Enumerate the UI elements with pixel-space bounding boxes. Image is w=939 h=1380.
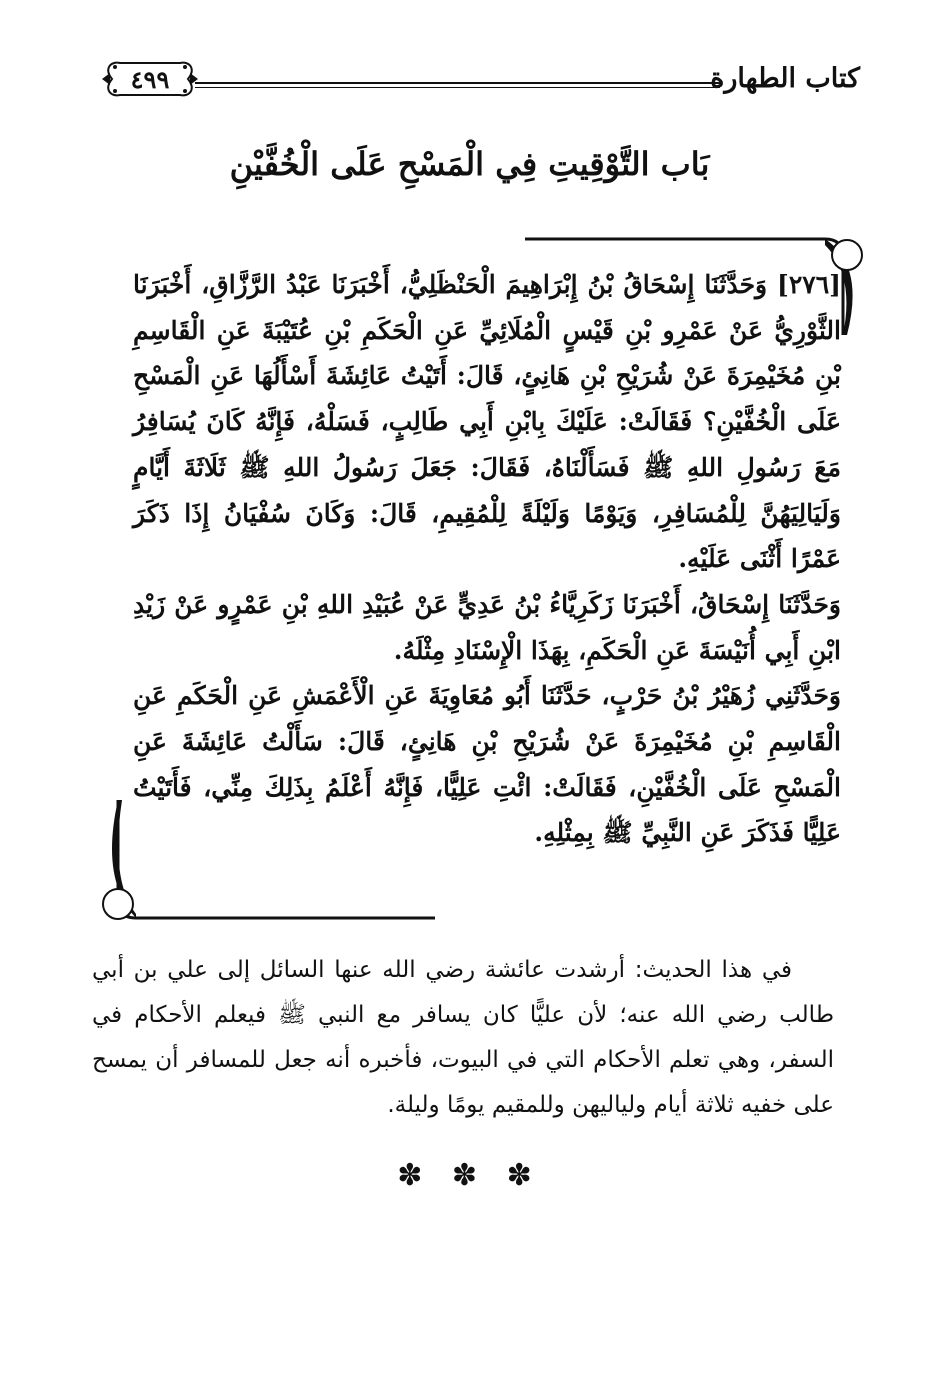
end-ornament: ✽ ✽ ✽ bbox=[397, 1158, 542, 1193]
hadith-text bbox=[133, 262, 841, 856]
header-rule bbox=[195, 82, 720, 90]
hadith-paragraph: [٢٧٦] وَحَدَّثَنَا إِسْحَاقُ بْنُ إِبْرَاهِيمَ الْحَنْظَلِيُّ، أَخْبَرَنَا عَبْدُ الرَّزَّاقِ، أَخْبَرَنَا الثَّوْرِيُّ عَنْ عَمْرِو بْنِ قَيْسٍ الْمُلَائِيِّ عَنِ الْحَكَمِ بْنِ عُتَيْبَةَ عَنِ الْقَاسِمِ بْنِ مُخَيْمِرَةَ عَنْ شُرَيْحِ بْنِ هَانِئٍ، قَالَ: أَتَيْتُ عَائِشَةَ أَسْأَلُهَا عَنِ الْمَسْحِ عَلَى الْخُفَّيْنِ؟ فَقَالَتْ: عَلَيْكَ بِابْنِ أَبِي طَالِبٍ، فَسَلْهُ، فَإِنَّهُ كَانَ يُسَافِرُ مَعَ رَسُولِ اللهِ ﷺ فَسَأَلْنَاهُ، فَقَالَ: جَعَلَ رَسُولُ اللهِ ﷺ ثَلَاثَةَ أَيَّامٍ وَلَيَالِيَهُنَّ لِلْمُسَافِرِ، وَيَوْمًا وَلَيْلَةً لِلْمُقِيمِ، قَالَ: وَكَانَ سُفْيَانُ إِذَا ذَكَرَ عَمْرًا أَثْنَى عَلَيْهِ. bbox=[133, 270, 841, 574]
running-header bbox=[100, 55, 860, 105]
book-title: كتاب الطهارة bbox=[710, 63, 860, 94]
commentary-paragraph: في هذا الحديث: أرشدت عائشة رضي الله عنها السائل إلى علي بن أبي طالب رضي الله عنه؛ لأن عليًّا كان يسافر مع النبي ﷺ فيعلم الأحكام في السفر، وهي تعلم الأحكام التي في البيوت، فأخبره أنه جعل للمسافر أن يمسح على خفيه ثلاثة أيام ولياليهن وللمقيم يومًا وليلة. bbox=[92, 957, 834, 1118]
hadith-paragraph: وَحَدَّثَنِي زُهَيْرُ بْنُ حَرْبٍ، حَدَّثَنَا أَبُو مُعَاوِيَةَ عَنِ الْأَعْمَشِ عَنِ الْحَكَمِ عَنِ الْقَاسِمِ بْنِ مُخَيْمِرَةَ عَنْ شُرَيْحِ بْنِ هَانِئٍ، قَالَ: سَأَلْتُ عَائِشَةَ عَنِ الْمَسْحِ عَلَى الْخُفَّيْنِ، فَقَالَتْ: ائْتِ عَلِيًّا، فَإِنَّهُ أَعْلَمُ بِذَلِكَ مِنِّي، فَأَتَيْتُ عَلِيًّا فَذَكَرَ عَنِ النَّبِيِّ ﷺ بِمِثْلِهِ. bbox=[133, 681, 841, 848]
page-number-ornament bbox=[100, 55, 200, 103]
chapter-title: بَاب التَّوْقِيتِ فِي الْمَسْحِ عَلَى الْخُفَّيْنِ bbox=[229, 145, 710, 183]
commentary bbox=[92, 948, 834, 1128]
hadith-paragraph: وَحَدَّثَنَا إِسْحَاقُ، أَخْبَرَنَا زَكَرِيَّاءُ بْنُ عَدِيٍّ عَنْ عُبَيْدِ اللهِ بْنِ عَمْرٍو عَنْ زَيْدِ ابْنِ أَبِي أُنَيْسَةَ عَنِ الْحَكَمِ، بِهَذَا الْإِسْنَادِ مِثْلَهُ. bbox=[133, 589, 841, 665]
page-number: ٤٩٩ bbox=[130, 65, 170, 94]
